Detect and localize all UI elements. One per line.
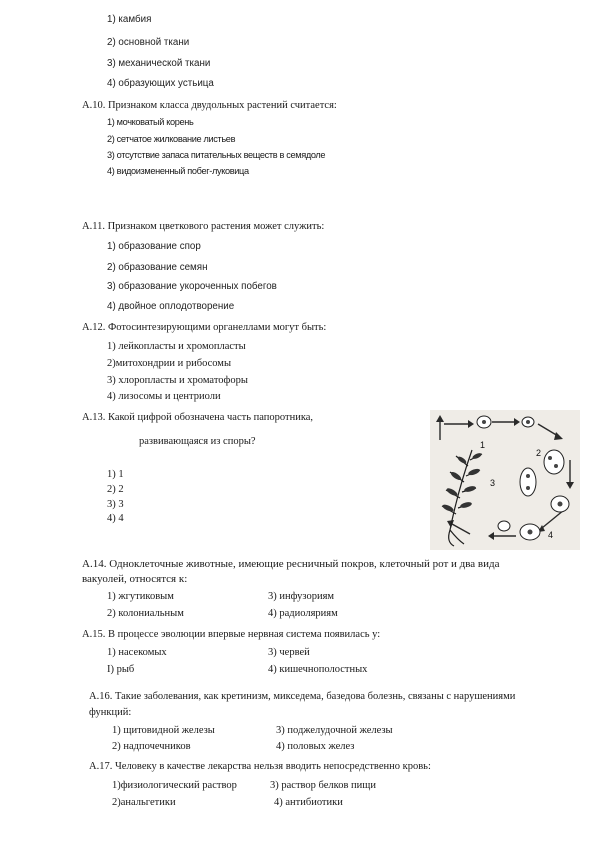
option-text: 1) щитовидной железы xyxy=(112,725,215,736)
option-text: 4) антибиотики xyxy=(274,797,343,808)
figure-label-3: 3 xyxy=(490,478,496,488)
option-text: 1) лейкопласты и хромопласты xyxy=(107,341,246,352)
option-text: 3) 3 xyxy=(107,499,124,510)
question-a17: А.17. Человеку в качестве лекарства нельзя вводить непосредственно кровь: xyxy=(89,761,431,772)
option-text: 4) 4 xyxy=(107,513,124,524)
option-text: 2)митохондрии и рибосомы xyxy=(107,358,232,369)
option-text: 2) сетчатое жилкование листьев xyxy=(107,134,236,144)
option-text: 3) червей xyxy=(268,647,310,658)
option-text: 2) образование семян xyxy=(107,262,208,273)
question-a10: А.10. Признаком класса двудольных растений считается: xyxy=(82,100,337,111)
question-a12: А.12. Фотосинтезирующими органеллами могут быть: xyxy=(82,322,327,333)
option-text: 2) 2 xyxy=(107,484,124,495)
figure-label-4: 4 xyxy=(548,530,554,540)
option-text: 2) надпочечников xyxy=(112,741,191,752)
fern-lifecycle-diagram xyxy=(430,410,580,550)
question-a14: А.14. Одноклеточные животные, имеющие ресничный покров, клеточный рот и два вида xyxy=(82,558,500,570)
figure-label-1: 1 xyxy=(480,440,486,450)
option-text: 2) колониальным xyxy=(107,608,184,619)
option-text: 3) раствор белков пищи xyxy=(270,780,376,791)
option-text: 3) образование укороченных побегов xyxy=(107,281,277,292)
option-text: 3) хлоропласты и хроматофоры xyxy=(107,375,248,386)
option-text: I) рыб xyxy=(107,664,135,675)
option-text: 3) поджелудочной железы xyxy=(276,725,393,736)
option-text: 4) образующих устьица xyxy=(107,78,214,89)
option-text: 3) отсутствие запаса питательных веществ в семядоле xyxy=(107,150,326,160)
fern-lifecycle-figure xyxy=(430,410,580,550)
option-text: 2)анальгетики xyxy=(112,797,176,808)
question-a16: А.16. Такие заболевания, как кретинизм, микседема, базедова болезнь, связаны с нарушениями xyxy=(89,691,516,702)
question-a14-line2: вакуолей, относятся к: xyxy=(82,573,188,585)
option-text: 1) камбия xyxy=(107,14,152,25)
option-text: 1) жгутиковым xyxy=(107,591,174,602)
option-text: 4) лизосомы и центриоли xyxy=(107,391,221,402)
option-text: 1) образование спор xyxy=(107,241,201,252)
option-text: 3) механической ткани xyxy=(107,58,211,69)
option-text: 4) видоизмененный побег-луковица xyxy=(107,166,249,176)
option-text: 4) половых желез xyxy=(276,741,355,752)
question-a13-line2: развивающаяся из споры? xyxy=(139,436,256,447)
option-text: 1) насекомых xyxy=(107,647,167,658)
option-text: 4) кишечнополостных xyxy=(268,664,368,675)
option-text: 2) основной ткани xyxy=(107,37,190,48)
question-a16-line2: функций: xyxy=(89,707,132,718)
question-a15: А.15. В процессе эволюции впервые нервная система появилась у: xyxy=(82,629,381,640)
option-text: 1) мочковатый корень xyxy=(107,117,194,127)
option-text: 4) радиоляриям xyxy=(268,608,338,619)
question-a11: А.11. Признаком цветкового растения может служить: xyxy=(82,221,325,232)
option-text: 1) 1 xyxy=(107,469,124,480)
option-text: 3) инфузориям xyxy=(268,591,335,602)
figure-label-2: 2 xyxy=(536,448,542,458)
question-a13: А.13. Какой цифрой обозначена часть папоротника, xyxy=(82,412,314,423)
option-text: 1)физиологический раствор xyxy=(112,780,237,791)
option-text: 4) двойное оплодотворение xyxy=(107,301,235,312)
